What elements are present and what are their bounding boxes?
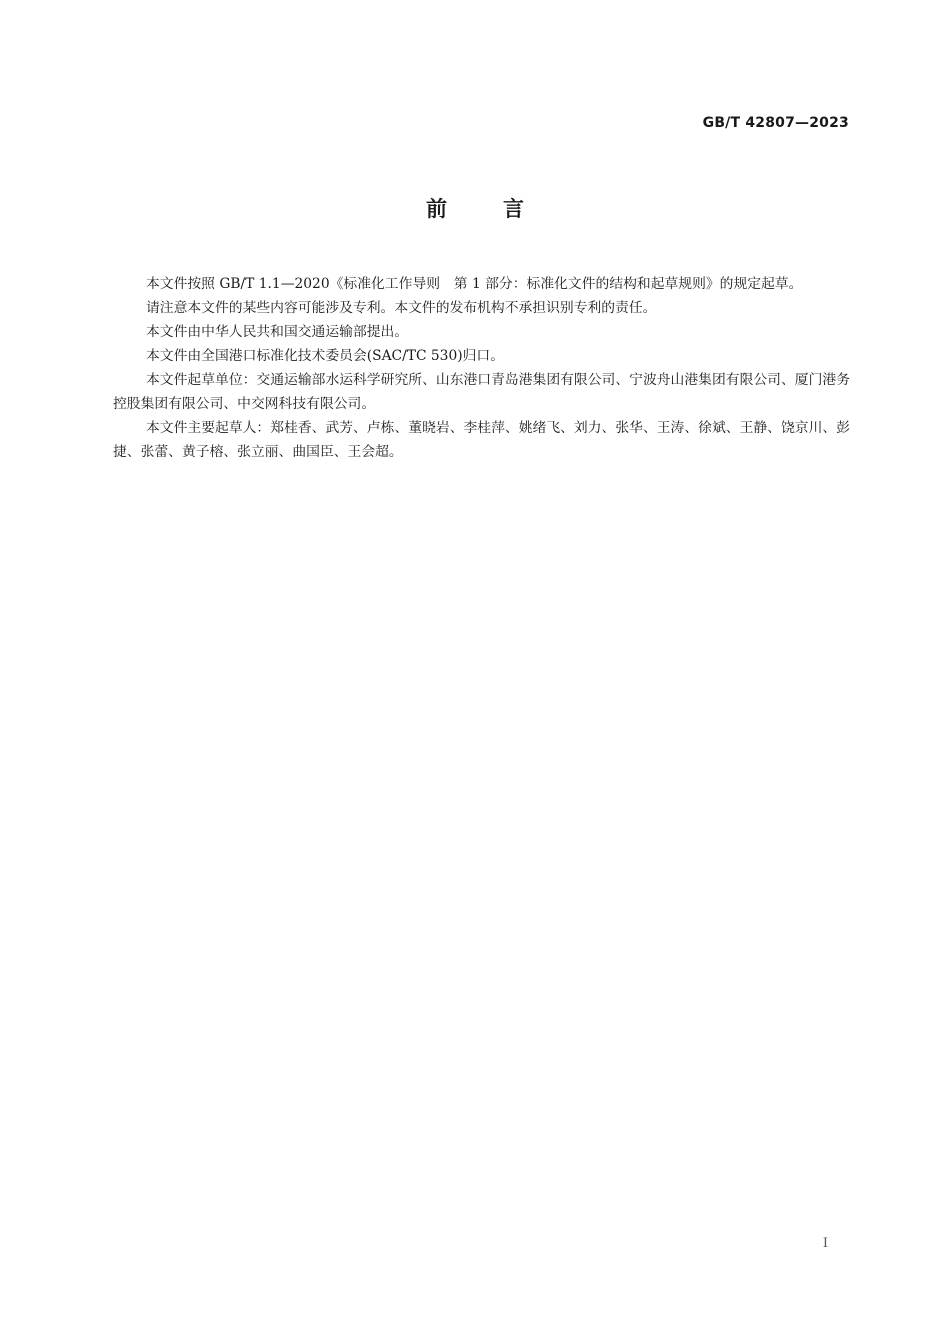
paragraph-patent-notice: 请注意本文件的某些内容可能涉及专利。本文件的发布机构不承担识别专利的责任。 (146, 300, 657, 316)
page-number: I (822, 1236, 828, 1251)
paragraph-proposed-by: 本文件由中华人民共和国交通运输部提出。 (146, 324, 409, 340)
page-title: 前言 (426, 197, 580, 221)
standard-number: GB/T 42807—2023 (702, 115, 849, 131)
paragraph-technical-committee: 本文件由全国港口标准化技术委员会(SAC/TC 530)归口。 (146, 348, 505, 364)
paragraph-drafting-rules: 本文件按照 GB/T 1.1—2020《标准化工作导则 第 1 部分：标准化文件的结构和起草规则》的规定起草。 (146, 276, 803, 292)
preface-body (113, 272, 850, 464)
paragraph-drafting-organizations: 本文件起草单位：交通运输部水运科学研究所、山东港口青岛港集团有限公司、宁波舟山港集团有限公司、厦门港务控股集团有限公司、中交网科技有限公司。 (113, 372, 850, 412)
paragraph-drafters: 本文件主要起草人：郑桂香、武芳、卢栋、董晓岩、李桂萍、姚绪飞、刘力、张华、王涛、徐斌、王静、饶京川、彭捷、张蕾、黄子榕、张立丽、曲国臣、王会超。 (113, 420, 850, 460)
